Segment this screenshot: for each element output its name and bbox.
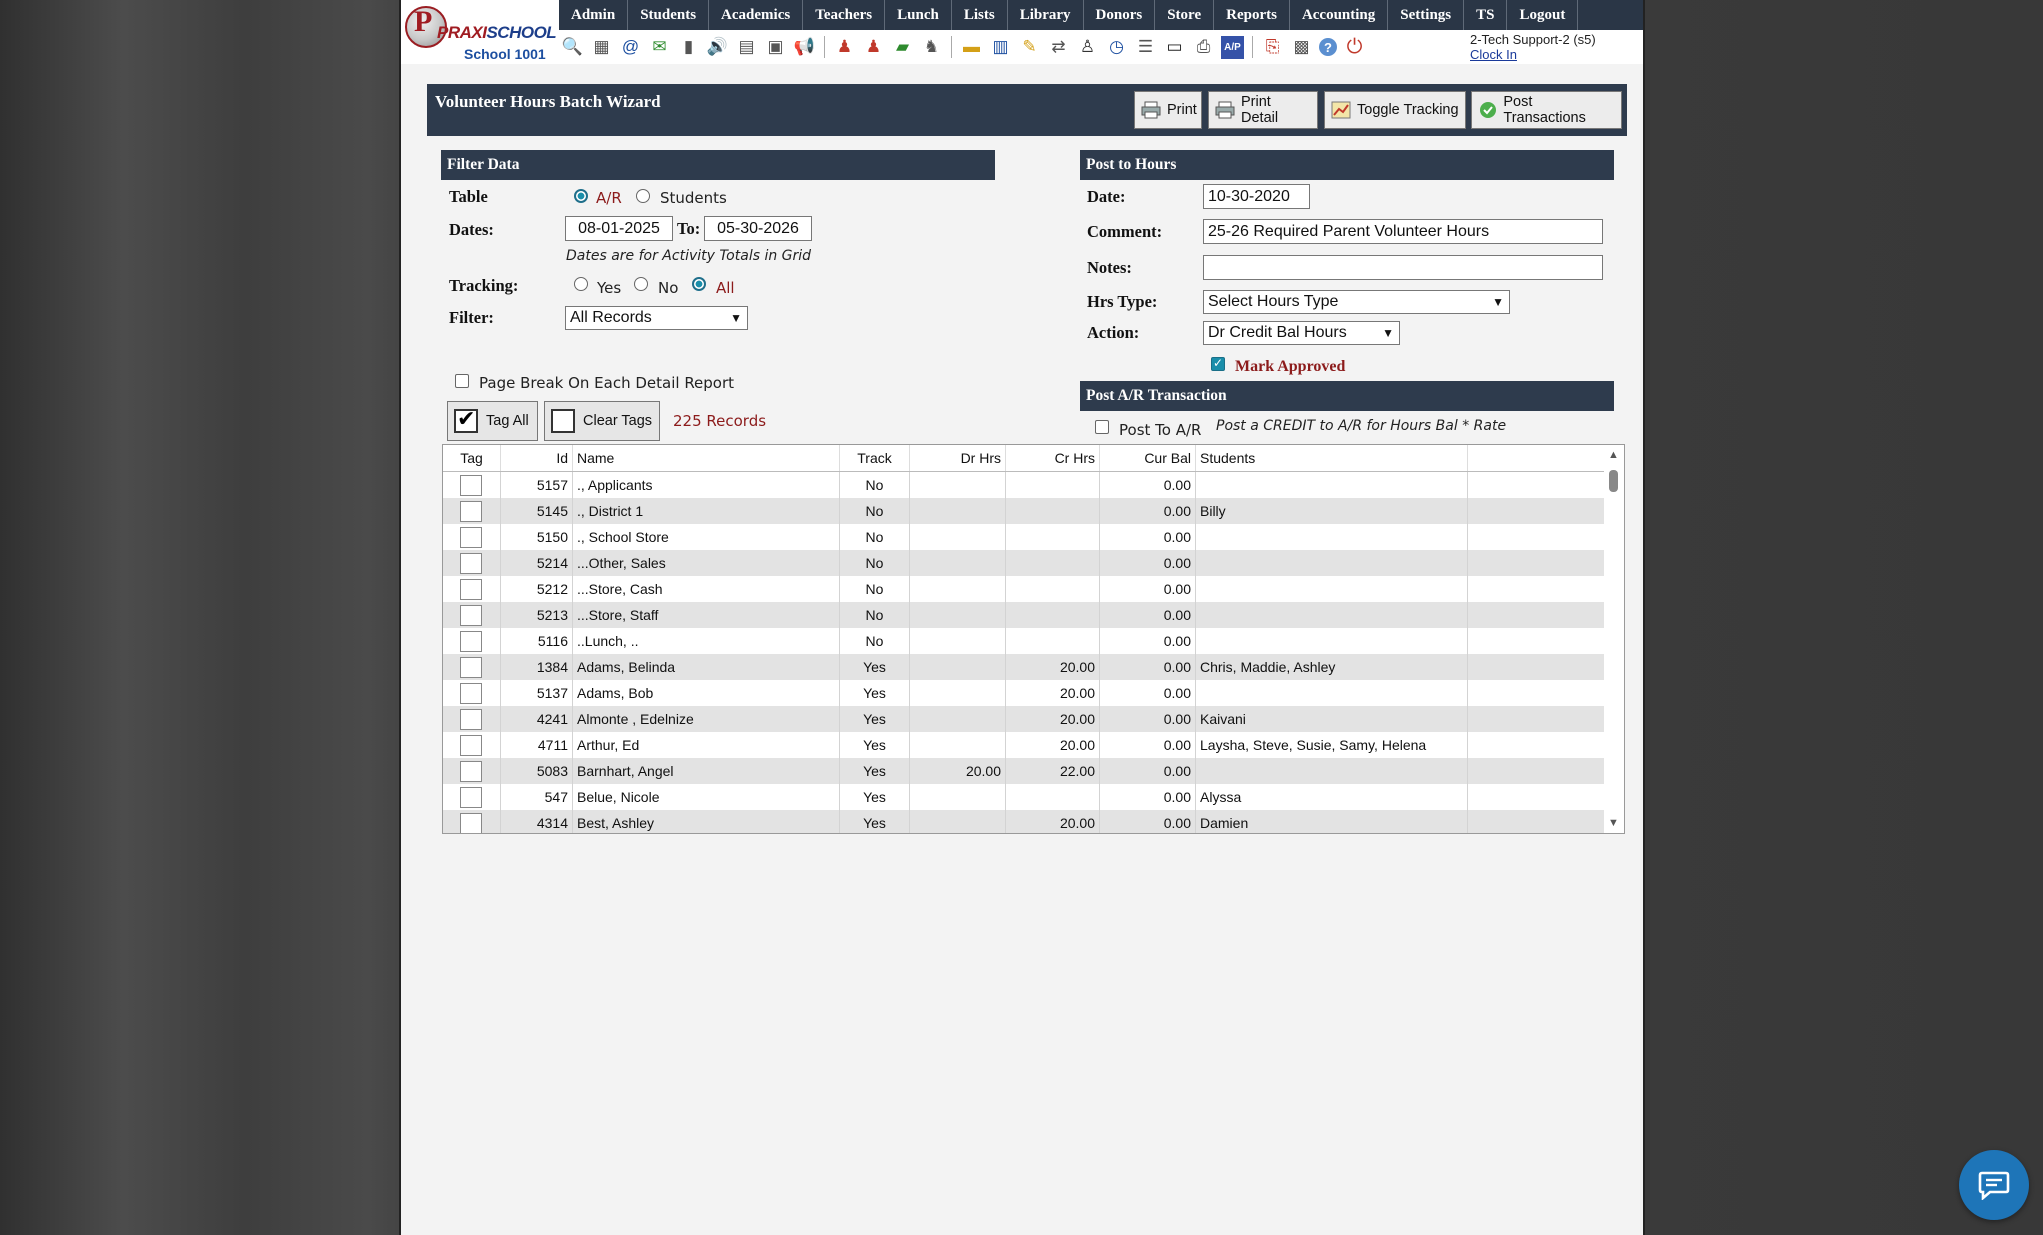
post-to-ar-label: Post To A/R xyxy=(1119,421,1202,439)
cell-bal: 0.00 xyxy=(1100,732,1196,758)
post-transactions-button[interactable] xyxy=(1471,91,1622,129)
page-break-checkbox[interactable] xyxy=(455,374,469,388)
cell-filler xyxy=(1468,524,1605,550)
table-row[interactable] xyxy=(443,602,1605,628)
cell-id: 5213 xyxy=(501,602,573,628)
cell-track: No xyxy=(840,550,910,576)
clear-tags-button[interactable] xyxy=(544,401,660,441)
cell-id: 4711 xyxy=(501,732,573,758)
cell-bal: 0.00 xyxy=(1100,576,1196,602)
main-nav xyxy=(559,0,1643,30)
tag-cell xyxy=(443,784,501,810)
cell-id: 5157 xyxy=(501,472,573,498)
action-value: Dr Credit Bal Hours xyxy=(1208,324,1347,341)
cell-id: 5083 xyxy=(501,758,573,784)
column-header-name[interactable]: Name xyxy=(573,445,840,471)
cell-cr: 20.00 xyxy=(1006,810,1100,834)
cell-bal: 0.00 xyxy=(1100,472,1196,498)
cell-students: Damien xyxy=(1196,810,1468,834)
table-ar-radio[interactable] xyxy=(574,189,588,203)
cell-track: Yes xyxy=(840,706,910,732)
tag-cell xyxy=(443,628,501,654)
calendar-icon[interactable]: ▣ xyxy=(767,37,784,56)
cell-filler xyxy=(1468,758,1605,784)
table-ar-label: A/R xyxy=(596,189,622,207)
table-row[interactable] xyxy=(443,550,1605,576)
mark-approved-checkbox[interactable] xyxy=(1211,357,1225,371)
print-detail-label: Print Detail xyxy=(1241,94,1279,126)
column-header-dr-hrs[interactable]: Dr Hrs xyxy=(910,445,1006,471)
cell-track: Yes xyxy=(840,810,910,834)
cell-cr: 20.00 xyxy=(1006,654,1100,680)
cell-bal: 0.00 xyxy=(1100,550,1196,576)
cell-cr xyxy=(1006,602,1100,628)
cell-bal: 0.00 xyxy=(1100,810,1196,834)
tag-all-label: Tag All xyxy=(486,413,529,429)
date-to-input[interactable]: 05-30-2026 xyxy=(704,216,812,241)
row-tag-checkbox[interactable] xyxy=(460,761,482,782)
cell-filler xyxy=(1468,628,1605,654)
cell-bal: 0.00 xyxy=(1100,524,1196,550)
cell-dr xyxy=(910,524,1006,550)
cell-filler xyxy=(1468,784,1605,810)
row-tag-checkbox[interactable] xyxy=(460,579,482,600)
table-row[interactable] xyxy=(443,732,1605,758)
power-icon[interactable]: ⏻ xyxy=(1346,35,1363,58)
cell-students xyxy=(1196,758,1468,784)
ap-icon[interactable]: A/P xyxy=(1221,36,1244,59)
cell-dr xyxy=(910,498,1006,524)
filter-data-header: Filter Data xyxy=(441,150,995,180)
clock-icon[interactable]: ◷ xyxy=(1109,37,1124,56)
action-select[interactable] xyxy=(1203,321,1400,345)
comment-input[interactable]: 25-26 Required Parent Volunteer Hours xyxy=(1203,219,1603,244)
nav-accounting[interactable]: Accounting xyxy=(1290,0,1388,30)
tag-cell xyxy=(443,550,501,576)
cell-track: Yes xyxy=(840,758,910,784)
column-header-filler xyxy=(1468,445,1605,471)
row-tag-checkbox[interactable] xyxy=(460,475,482,496)
cell-dr xyxy=(910,472,1006,498)
tag-cell xyxy=(443,498,501,524)
row-tag-checkbox[interactable] xyxy=(460,735,482,756)
column-header-students[interactable]: Students xyxy=(1196,445,1468,471)
tracking-yes-radio[interactable] xyxy=(574,277,588,291)
cell-students: Kaivani xyxy=(1196,706,1468,732)
printer-icon xyxy=(1215,100,1235,120)
family-icon[interactable]: ♞ xyxy=(923,37,940,56)
cell-name: ...Store, Cash xyxy=(573,576,840,602)
printer-icon xyxy=(1141,100,1161,120)
row-tag-checkbox[interactable] xyxy=(460,631,482,652)
cell-id: 1384 xyxy=(501,654,573,680)
mark-approved-label: Mark Approved xyxy=(1235,358,1346,375)
filter-label: Filter: xyxy=(449,308,494,327)
tracking-all-label: All xyxy=(716,279,735,297)
help-icon[interactable]: ? xyxy=(1319,38,1337,56)
cell-cr: 20.00 xyxy=(1006,732,1100,758)
cell-id: 4314 xyxy=(501,810,573,834)
row-tag-checkbox[interactable] xyxy=(460,501,482,522)
cell-bal: 0.00 xyxy=(1100,758,1196,784)
clock-in-link[interactable]: Clock In xyxy=(1470,47,1517,62)
cell-name: Adams, Bob xyxy=(573,680,840,706)
grid-scrollbar[interactable] xyxy=(1604,445,1624,833)
cell-bal: 0.00 xyxy=(1100,784,1196,810)
money-icon[interactable]: ▰ xyxy=(895,37,910,56)
cell-students xyxy=(1196,576,1468,602)
nav-teachers[interactable]: Teachers xyxy=(803,0,885,30)
megaphone-icon[interactable]: 🔊 xyxy=(706,37,729,56)
page-break-label: Page Break On Each Detail Report xyxy=(479,374,735,392)
cell-dr xyxy=(910,550,1006,576)
cell-name: Almonte , Edelnize xyxy=(573,706,840,732)
table-row[interactable] xyxy=(443,498,1605,524)
cell-track: Yes xyxy=(840,654,910,680)
cell-filler xyxy=(1468,498,1605,524)
cell-filler xyxy=(1468,732,1605,758)
chat-button[interactable] xyxy=(1959,1150,2029,1220)
cell-dr xyxy=(910,706,1006,732)
table-row[interactable] xyxy=(443,524,1605,550)
cell-dr xyxy=(910,628,1006,654)
cell-track: Yes xyxy=(840,784,910,810)
cell-name: ...Store, Staff xyxy=(573,602,840,628)
user-info xyxy=(1470,32,1596,62)
cell-filler xyxy=(1468,550,1605,576)
cell-cr xyxy=(1006,550,1100,576)
message-icon[interactable]: ✉ xyxy=(652,37,667,56)
cell-cr xyxy=(1006,498,1100,524)
cell-cr: 22.00 xyxy=(1006,758,1100,784)
cell-dr xyxy=(910,810,1006,834)
tracking-no-radio[interactable] xyxy=(634,277,648,291)
date-from-input[interactable]: 08-01-2025 xyxy=(565,216,673,241)
filter-select[interactable] xyxy=(565,306,748,330)
cell-id: 5116 xyxy=(501,628,573,654)
pdf-icon[interactable]: ⎘ xyxy=(1265,37,1280,56)
cell-name: ..Lunch, .. xyxy=(573,628,840,654)
cell-id: 5150 xyxy=(501,524,573,550)
column-header-track[interactable]: Track xyxy=(840,445,910,471)
top-bar xyxy=(401,0,1643,64)
table-row[interactable] xyxy=(443,680,1605,706)
table-row[interactable] xyxy=(443,810,1605,834)
cell-track: No xyxy=(840,576,910,602)
tag-cell xyxy=(443,472,501,498)
cash-register-icon[interactable]: ▩ xyxy=(1293,37,1310,56)
at-sign-icon[interactable]: @ xyxy=(621,37,640,56)
logo-p-letter: P xyxy=(414,5,433,38)
post-to-ar-checkbox[interactable] xyxy=(1095,420,1109,434)
cell-filler xyxy=(1468,706,1605,732)
check-circle-icon xyxy=(1478,100,1497,120)
tag-cell xyxy=(443,758,501,784)
cell-track: No xyxy=(840,498,910,524)
row-tag-checkbox[interactable] xyxy=(460,657,482,678)
chevron-down-icon: ▼ xyxy=(730,311,742,325)
search-icon[interactable]: 🔍 xyxy=(561,37,584,56)
row-tag-checkbox[interactable] xyxy=(460,527,482,548)
cell-students: Laysha, Steve, Susie, Samy, Helena xyxy=(1196,732,1468,758)
column-header-id[interactable]: Id xyxy=(501,445,573,471)
users-icon[interactable]: ♙ xyxy=(1079,37,1096,56)
nav-lunch[interactable]: Lunch xyxy=(885,0,952,30)
nav-donors[interactable]: Donors xyxy=(1084,0,1156,30)
cell-students: Billy xyxy=(1196,498,1468,524)
tracking-yes-label: Yes xyxy=(597,279,622,297)
phone-icon[interactable]: ▮ xyxy=(683,37,694,56)
calendar-grid-icon[interactable]: ▦ xyxy=(593,37,610,56)
table-row[interactable] xyxy=(443,706,1605,732)
announce-icon[interactable]: 📢 xyxy=(793,37,816,56)
post-to-hours-header: Post to Hours xyxy=(1080,150,1614,180)
nav-store[interactable]: Store xyxy=(1155,0,1214,30)
wizard-header xyxy=(427,84,1627,136)
teacher-icon[interactable]: ♟ xyxy=(836,37,853,56)
table-students-radio[interactable] xyxy=(636,189,650,203)
tag-cell xyxy=(443,602,501,628)
record-count: 225 Records xyxy=(673,412,767,430)
post-ar-hint: Post a CREDIT to A/R for Hours Bal * Rate xyxy=(1216,418,1507,434)
hrs-type-label: Hrs Type: xyxy=(1087,292,1158,311)
book-icon[interactable]: ▥ xyxy=(992,37,1009,56)
cell-name: ...Other, Sales xyxy=(573,550,840,576)
cell-track: No xyxy=(840,524,910,550)
print-detail-button[interactable] xyxy=(1208,91,1318,129)
cell-bal: 0.00 xyxy=(1100,602,1196,628)
cell-track: No xyxy=(840,628,910,654)
cell-cr xyxy=(1006,472,1100,498)
cell-name: Arthur, Ed xyxy=(573,732,840,758)
cell-bal: 0.00 xyxy=(1100,498,1196,524)
scroll-up-icon[interactable]: ▲ xyxy=(1608,449,1619,461)
tracking-all-radio[interactable] xyxy=(692,277,706,291)
tag-cell xyxy=(443,680,501,706)
tag-all-button[interactable] xyxy=(447,401,538,441)
cell-students xyxy=(1196,524,1468,550)
cell-id: 5145 xyxy=(501,498,573,524)
post-ar-header: Post A/R Transaction xyxy=(1080,381,1614,411)
cell-bal: 0.00 xyxy=(1100,628,1196,654)
chevron-down-icon: ▼ xyxy=(1492,295,1504,309)
cell-filler xyxy=(1468,602,1605,628)
cell-name: ., Applicants xyxy=(573,472,840,498)
column-header-tag[interactable]: Tag xyxy=(443,445,501,471)
notepad-icon[interactable]: ▤ xyxy=(738,37,755,56)
tag-cell xyxy=(443,810,501,834)
post-date-label: Date: xyxy=(1087,187,1126,206)
cell-id: 547 xyxy=(501,784,573,810)
cell-filler xyxy=(1468,680,1605,706)
records-grid xyxy=(442,444,1625,834)
cell-students: Chris, Maddie, Ashley xyxy=(1196,654,1468,680)
barcode-icon[interactable]: ▭ xyxy=(1166,37,1183,56)
cell-students xyxy=(1196,602,1468,628)
nav-settings[interactable]: Settings xyxy=(1388,0,1464,30)
cell-dr xyxy=(910,602,1006,628)
filter-select-value: All Records xyxy=(570,309,652,326)
staff-icon[interactable]: ♟ xyxy=(865,37,882,56)
cell-cr xyxy=(1006,784,1100,810)
lunch-icon[interactable]: ▬ xyxy=(963,37,980,56)
cell-name: Adams, Belinda xyxy=(573,654,840,680)
cell-filler xyxy=(1468,576,1605,602)
table-label: Table xyxy=(449,187,488,206)
list-icon[interactable]: ☰ xyxy=(1137,37,1154,56)
grid-header xyxy=(443,445,1605,472)
cell-cr xyxy=(1006,628,1100,654)
comment-label: Comment: xyxy=(1087,222,1163,241)
nav-students[interactable]: Students xyxy=(628,0,709,30)
table-row[interactable] xyxy=(443,758,1605,784)
column-header-cur-bal[interactable]: Cur Bal xyxy=(1100,445,1196,471)
user-name: 2-Tech Support-2 (s5) xyxy=(1470,32,1596,47)
cell-id: 5137 xyxy=(501,680,573,706)
cell-dr xyxy=(910,732,1006,758)
cell-bal: 0.00 xyxy=(1100,706,1196,732)
cell-track: Yes xyxy=(840,680,910,706)
page xyxy=(399,0,1645,1235)
cell-students xyxy=(1196,472,1468,498)
cell-name: Barnhart, Angel xyxy=(573,758,840,784)
notes-input[interactable] xyxy=(1203,255,1603,280)
column-header-cr-hrs[interactable]: Cr Hrs xyxy=(1006,445,1100,471)
cell-name: Belue, Nicole xyxy=(573,784,840,810)
checkbox-checked-icon xyxy=(454,409,478,433)
cell-bal: 0.00 xyxy=(1100,680,1196,706)
nav-admin[interactable]: Admin xyxy=(559,0,628,30)
cell-dr xyxy=(910,680,1006,706)
cell-name: ., District 1 xyxy=(573,498,840,524)
table-row[interactable] xyxy=(443,472,1605,498)
toggle-chart-icon xyxy=(1331,100,1351,120)
tracking-no-label: No xyxy=(658,279,679,297)
print-button[interactable] xyxy=(1134,91,1202,129)
row-tag-checkbox[interactable] xyxy=(460,709,482,730)
cell-dr xyxy=(910,576,1006,602)
tag-cell xyxy=(443,654,501,680)
cell-students xyxy=(1196,680,1468,706)
toolbar-separator xyxy=(951,36,952,58)
tag-cell xyxy=(443,576,501,602)
nav-reports[interactable]: Reports xyxy=(1214,0,1290,30)
cell-track: Yes xyxy=(840,732,910,758)
nav-ts[interactable]: TS xyxy=(1464,0,1507,30)
table-row[interactable] xyxy=(443,784,1605,810)
cell-dr: 20.00 xyxy=(910,758,1006,784)
row-tag-checkbox[interactable] xyxy=(460,683,482,704)
cell-students xyxy=(1196,550,1468,576)
hrs-type-value: Select Hours Type xyxy=(1208,293,1339,310)
praxischool-logo[interactable] xyxy=(403,2,558,62)
transfer-icon[interactable]: ⇄ xyxy=(1051,37,1066,56)
scroll-down-icon[interactable]: ▼ xyxy=(1608,817,1619,829)
table-row[interactable] xyxy=(443,654,1605,680)
nav-lists[interactable]: Lists xyxy=(952,0,1008,30)
cell-id: 5212 xyxy=(501,576,573,602)
cell-cr: 20.00 xyxy=(1006,706,1100,732)
cell-students xyxy=(1196,628,1468,654)
toolbar-separator xyxy=(1252,36,1253,58)
table-row[interactable] xyxy=(443,628,1605,654)
toolbar-separator xyxy=(824,36,825,58)
tracking-label: Tracking: xyxy=(449,276,519,295)
to-label: To: xyxy=(677,219,701,238)
cell-id: 4241 xyxy=(501,706,573,732)
print-label: Print xyxy=(1167,102,1197,118)
pencil-icon[interactable]: ✎ xyxy=(1022,37,1037,56)
row-tag-checkbox[interactable] xyxy=(460,813,482,834)
cell-track: No xyxy=(840,472,910,498)
notes-label: Notes: xyxy=(1087,258,1132,277)
tag-cell xyxy=(443,732,501,758)
printer-scan-icon[interactable]: ⎙ xyxy=(1196,37,1211,56)
cell-name: Best, Ashley xyxy=(573,810,840,834)
cell-track: No xyxy=(840,602,910,628)
cell-dr xyxy=(910,654,1006,680)
logo-brand: PRAXISCHOOL xyxy=(437,23,557,42)
nav-academics[interactable]: Academics xyxy=(709,0,803,30)
cell-students: Alyssa xyxy=(1196,784,1468,810)
nav-logout[interactable]: Logout xyxy=(1507,0,1578,30)
tag-cell xyxy=(443,524,501,550)
action-label: Action: xyxy=(1087,323,1140,342)
post-date-input[interactable]: 10-30-2020 xyxy=(1203,184,1310,209)
table-row[interactable] xyxy=(443,576,1605,602)
cell-filler xyxy=(1468,810,1605,834)
clear-tags-label: Clear Tags xyxy=(583,413,653,429)
nav-library[interactable]: Library xyxy=(1008,0,1084,30)
cell-dr xyxy=(910,784,1006,810)
cell-cr xyxy=(1006,524,1100,550)
cell-cr: 20.00 xyxy=(1006,680,1100,706)
post-transactions-label: Post Transactions xyxy=(1503,94,1586,126)
checkbox-empty-icon xyxy=(551,409,575,433)
row-tag-checkbox[interactable] xyxy=(460,553,482,574)
scroll-thumb[interactable] xyxy=(1609,470,1618,492)
row-tag-checkbox[interactable] xyxy=(460,605,482,626)
cell-filler xyxy=(1468,654,1605,680)
cell-name: ., School Store xyxy=(573,524,840,550)
cell-cr xyxy=(1006,576,1100,602)
hrs-type-select[interactable] xyxy=(1203,290,1510,314)
chat-icon xyxy=(1977,1170,2011,1200)
toggle-tracking-label: Toggle Tracking xyxy=(1357,102,1459,118)
toggle-tracking-button[interactable] xyxy=(1324,91,1466,129)
wizard-title: Volunteer Hours Batch Wizard xyxy=(435,92,661,111)
tag-cell xyxy=(443,706,501,732)
chevron-down-icon: ▼ xyxy=(1382,326,1394,340)
dates-hint: Dates are for Activity Totals in Grid xyxy=(566,248,812,264)
school-name: School 1001 xyxy=(464,46,546,62)
cell-bal: 0.00 xyxy=(1100,654,1196,680)
table-students-label: Students xyxy=(660,189,727,207)
icon-toolbar xyxy=(561,34,1366,60)
cell-filler xyxy=(1468,472,1605,498)
cell-id: 5214 xyxy=(501,550,573,576)
dates-label: Dates: xyxy=(449,220,494,239)
row-tag-checkbox[interactable] xyxy=(460,787,482,808)
